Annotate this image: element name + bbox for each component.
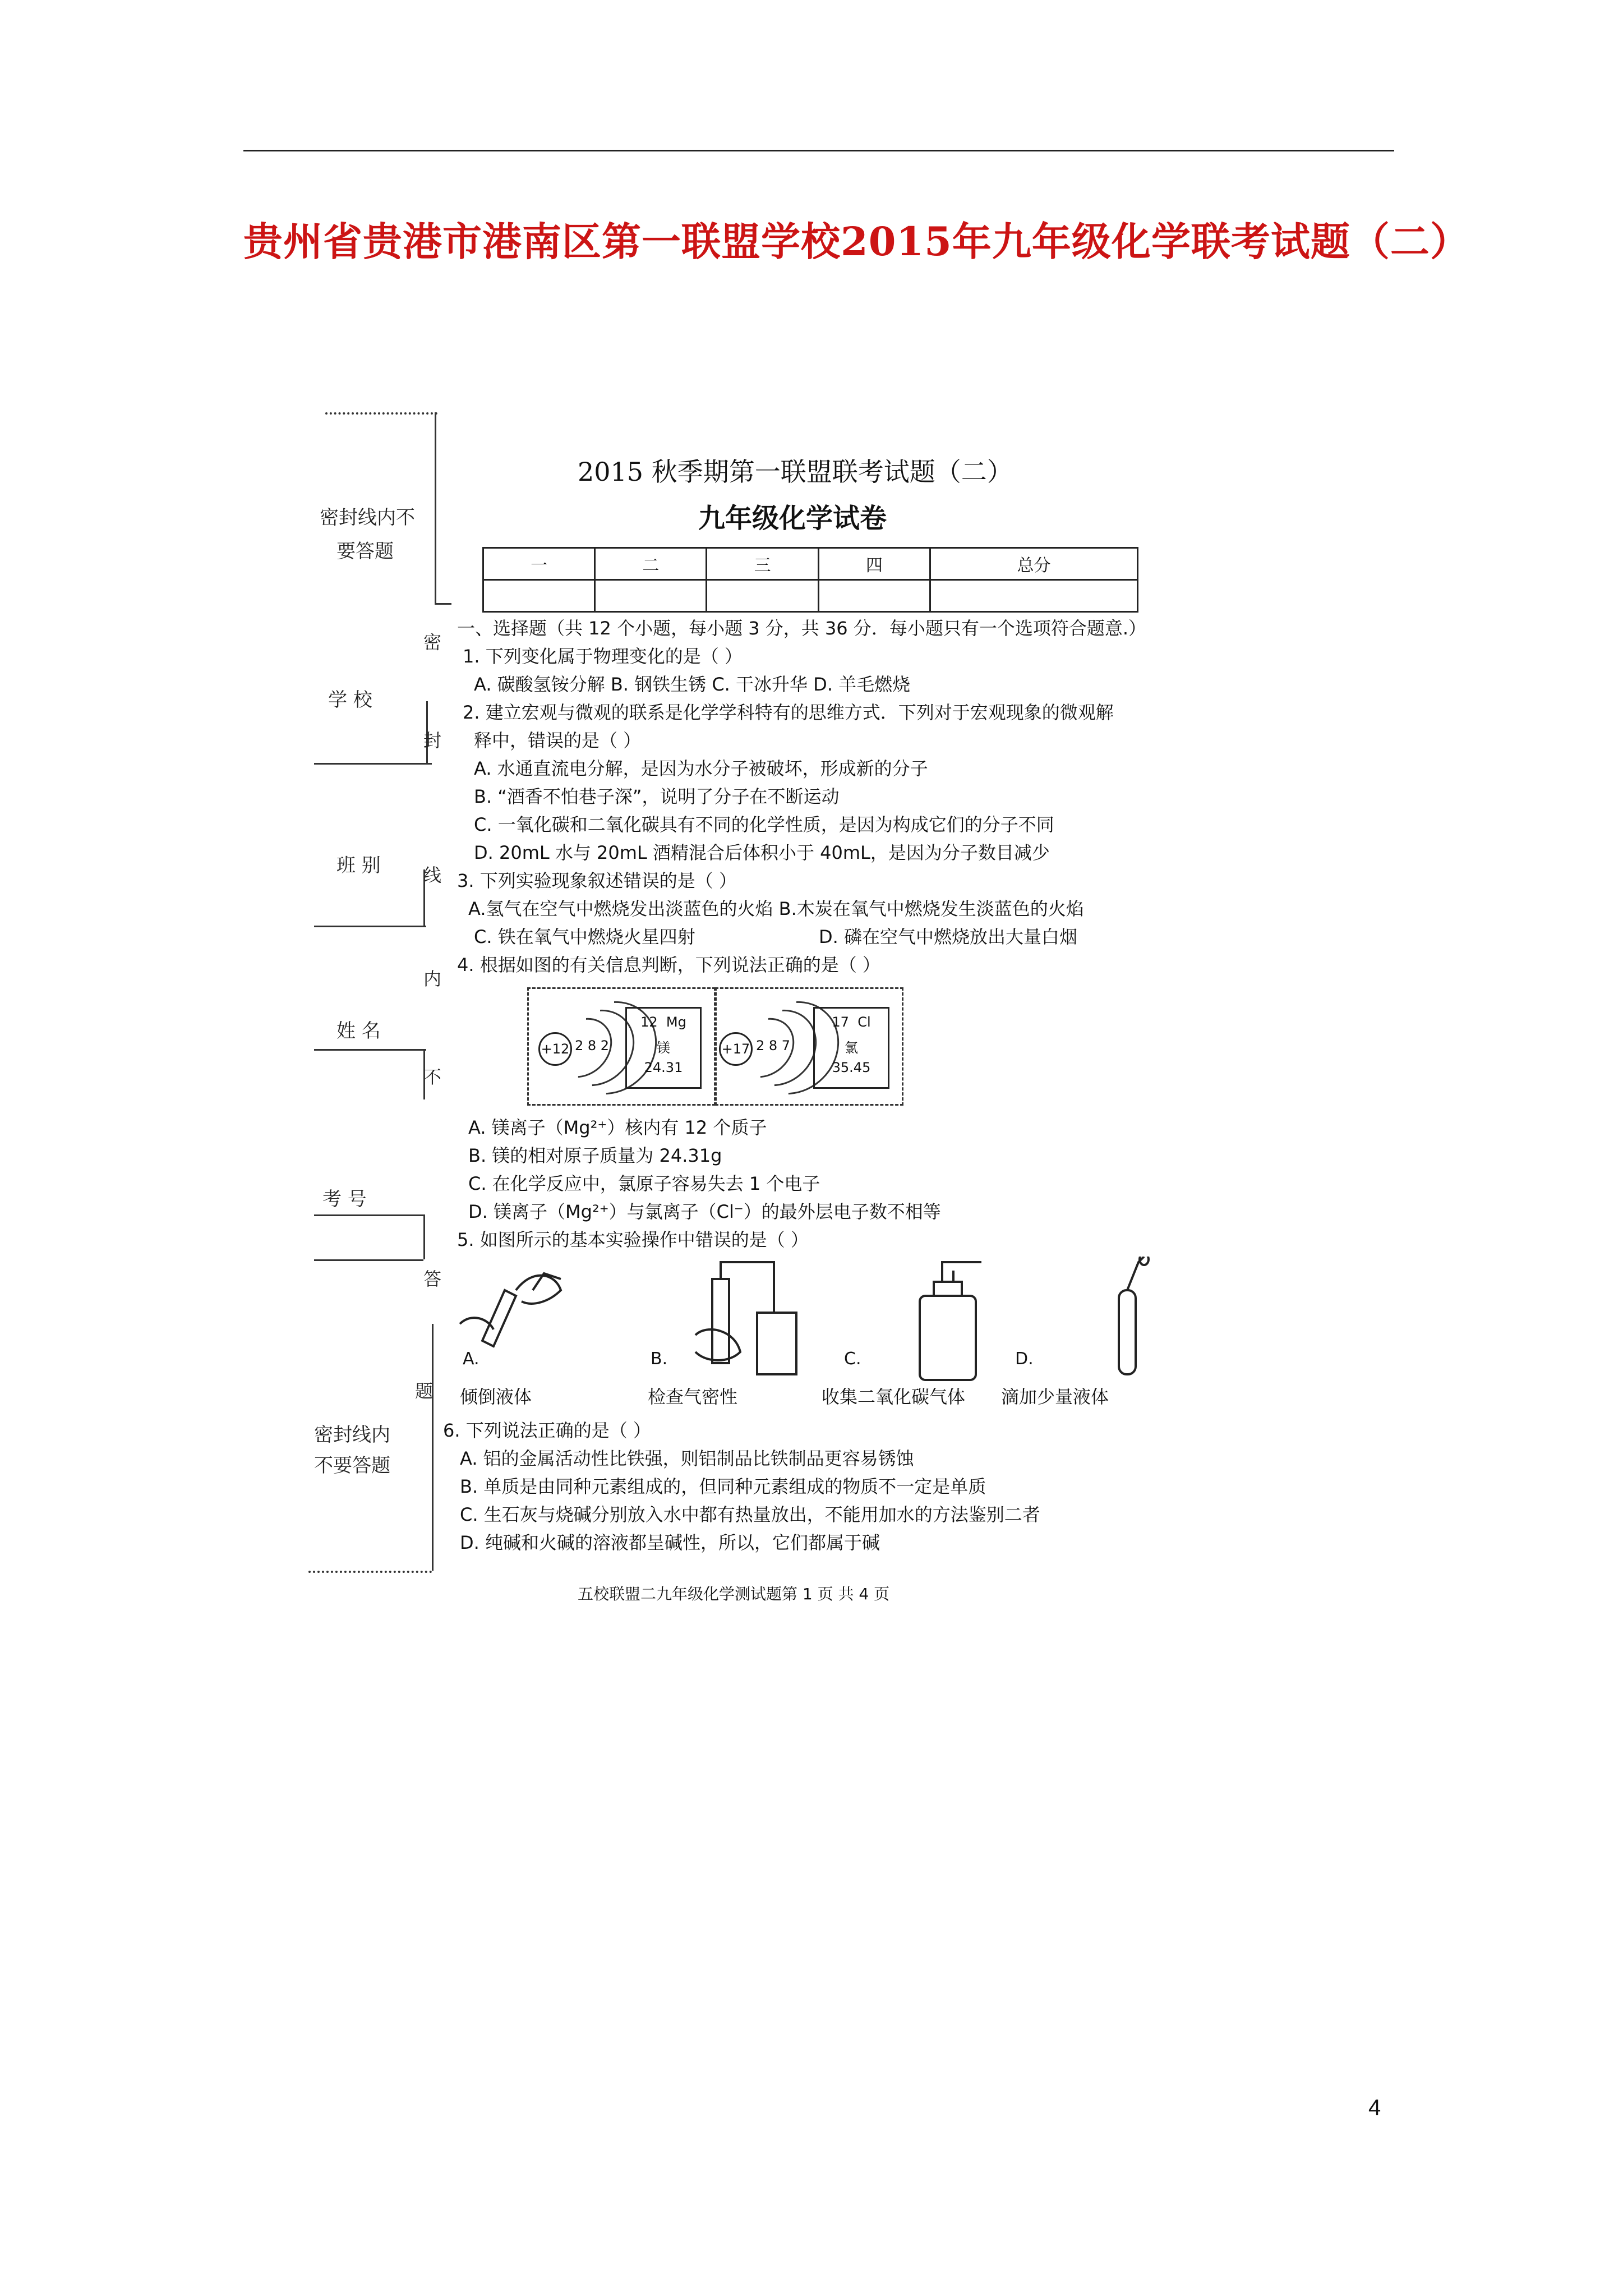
q6-option-d: D. 纯碱和火碱的溶液都呈碱性，所以，它们都属于碱 — [460, 1532, 880, 1553]
score-header-cell: 总分 — [930, 548, 1137, 580]
cl-mass: 35.45 — [832, 1060, 871, 1075]
q1-stem: 1. 下列变化属于物理变化的是（ ） — [463, 646, 743, 667]
number-field-line — [314, 1214, 423, 1216]
q6-option-b: B. 单质是由同种元素组成的，但同种元素组成的物质不一定是单质 — [460, 1476, 986, 1497]
seal-notice-bottom-line2: 不要答题 — [314, 1455, 390, 1477]
q5-stem: 5. 如图所示的基本实验操作中错误的是（ ） — [457, 1229, 809, 1250]
mg-mass: 24.31 — [644, 1060, 683, 1075]
q2-option-c: C. 一氧化碳和二氧化碳具有不同的化学性质，是因为构成它们的分子不同 — [474, 814, 1054, 835]
q4-option-d: D. 镁离子（Mg²⁺）与氯离子（Cl⁻）的最外层电子数不相等 — [468, 1201, 941, 1222]
q5-caption-c: 收集二氧化碳气体 — [822, 1386, 966, 1407]
seal-notice-line1: 密封线内不 — [320, 507, 415, 529]
cl-nucleus: +17 — [719, 1032, 753, 1066]
mg-atomic-number: 12 — [640, 1014, 658, 1030]
seal-char-da: 答 — [423, 1268, 442, 1290]
score-header-row — [483, 548, 1138, 580]
q3-options-ab: A.氢气在空气中燃烧发出淡蓝色的火焰 B.木炭在氧气中燃烧发生淡蓝色的火焰 — [468, 898, 1084, 919]
bracket-line — [435, 412, 436, 603]
q4-option-a: A. 镁离子（Mg²⁺）核内有 12 个质子 — [468, 1117, 767, 1138]
school-field-line — [314, 763, 432, 765]
name-label: 姓 名 — [336, 1020, 381, 1042]
name-field-line — [314, 1049, 426, 1051]
q2-option-b: B. “酒香不怕巷子深”，说明了分子在不断运动 — [474, 786, 840, 807]
section-heading: 一、选择题（共 12 个小题，每小题 3 分，共 36 分．每小题只有一个选项符合题意.） — [457, 618, 1147, 639]
class-label: 班 别 — [336, 854, 381, 877]
seal-char-ti: 题 — [415, 1381, 434, 1402]
page-number: 4 — [1368, 2095, 1381, 2120]
score-header-cell: 三 — [707, 548, 818, 580]
mg-element-card — [625, 1007, 702, 1089]
airtightness-check-figure — [695, 1262, 796, 1374]
q2-option-d: D. 20mL 水与 20mL 酒精混合后体积小于 40mL，是因为分子数目减少 — [474, 842, 1050, 863]
mg-electron-shells: 2 8 2 — [575, 1038, 610, 1053]
pouring-liquid-figure — [460, 1273, 561, 1346]
cl-element-card — [813, 1007, 889, 1089]
document-title: 贵州省贵港市港南区第一联盟学校2015年九年级化学联考试题（二） — [243, 218, 1470, 265]
cl-electron-shells: 2 8 7 — [756, 1038, 791, 1053]
q6-stem: 6. 下列说法正确的是（ ） — [443, 1420, 651, 1441]
number-field-bracket — [423, 1214, 425, 1259]
gas-collection-figure — [920, 1262, 981, 1380]
q3-option-d: D. 磷在空气中燃烧放出大量白烟 — [819, 926, 1077, 947]
scan-footer: 五校联盟二九年级化学测试题第 1 页 共 4 页 — [578, 1585, 890, 1603]
q6-option-a: A. 铝的金属活动性比铁强，则铝制品比铁制品更容易锈蚀 — [460, 1448, 914, 1469]
bottom-bracket-line — [432, 1324, 434, 1571]
q1-options: A. 碳酸氢铵分解 B. 钢铁生锈 C. 干冰升华 D. 羊毛燃烧 — [474, 674, 911, 695]
cl-atomic-number: 17 — [832, 1014, 849, 1030]
seal-char-mi: 密 — [423, 632, 442, 653]
seal-char-xian: 线 — [423, 864, 442, 886]
q4-option-c: C. 在化学反应中，氯原子容易失去 1 个电子 — [468, 1173, 820, 1194]
q5-letter-c: C. — [844, 1349, 861, 1369]
q6-option-c: C. 生石灰与烧碱分别放入水中都有热量放出，不能用加水的方法鉴别二者 — [460, 1504, 1040, 1525]
q2-stem-line2: 释中，错误的是（ ） — [474, 730, 642, 751]
q5-letter-a: A. — [463, 1349, 479, 1369]
exam-subtitle: 九年级化学试卷 — [698, 503, 887, 534]
q5-caption-d: 滴加少量液体 — [1001, 1386, 1109, 1407]
mg-nucleus: +12 — [538, 1032, 572, 1066]
top-rule — [243, 150, 1394, 151]
bracket-tick — [435, 603, 451, 605]
seal-char-bu: 不 — [423, 1066, 442, 1088]
q4-option-b: B. 镁的相对原子质量为 24.31g — [468, 1145, 722, 1166]
q3-option-c: C. 铁在氧气中燃烧火星四射 — [474, 926, 695, 947]
school-label: 学 校 — [328, 689, 372, 711]
seal-notice-bottom-line1: 密封线内 — [314, 1424, 390, 1446]
q2-stem-line1: 2. 建立宏观与微观的联系是化学学科特有的思维方式．下列对于宏观现象的微观解 — [463, 702, 1114, 723]
score-table — [482, 547, 1138, 613]
exam-title: 2015 秋季期第一联盟联考试题（二） — [578, 457, 1013, 487]
dotted-line — [325, 412, 437, 415]
score-header-cell: 二 — [595, 548, 707, 580]
seal-notice-line2: 要答题 — [336, 540, 394, 563]
q4-stem: 4. 根据如图的有关信息判断，下列说法正确的是（ ） — [457, 954, 880, 976]
number-label: 考 号 — [322, 1188, 367, 1211]
q3-stem: 3. 下列实验现象叙述错误的是（ ） — [457, 870, 737, 891]
score-header-cell: 四 — [818, 548, 930, 580]
score-header-cell: 一 — [483, 548, 595, 580]
q5-caption-a: 倾倒液体 — [460, 1386, 532, 1407]
q5-figures — [449, 1257, 1402, 1397]
scanned-exam-page — [264, 337, 1357, 1627]
mg-name: 镁 — [657, 1040, 670, 1056]
q5-caption-b: 检查气密性 — [648, 1386, 738, 1407]
bottom-dotted-line — [308, 1571, 432, 1573]
cl-name: 氯 — [845, 1040, 858, 1056]
cl-symbol: Cl — [857, 1014, 871, 1030]
number-field-bottom — [314, 1259, 423, 1261]
q5-letter-b: B. — [651, 1349, 668, 1369]
seal-char-feng: 封 — [423, 730, 442, 751]
class-field-line — [314, 926, 426, 927]
score-blank-row — [483, 580, 1138, 612]
q2-option-a: A. 水通直流电分解，是因为水分子被破坏，形成新的分子 — [474, 758, 928, 779]
mg-symbol: Mg — [666, 1014, 686, 1030]
seal-char-nei: 内 — [423, 968, 442, 990]
q5-letter-d: D. — [1015, 1349, 1034, 1369]
dropping-liquid-figure — [1119, 1257, 1149, 1374]
